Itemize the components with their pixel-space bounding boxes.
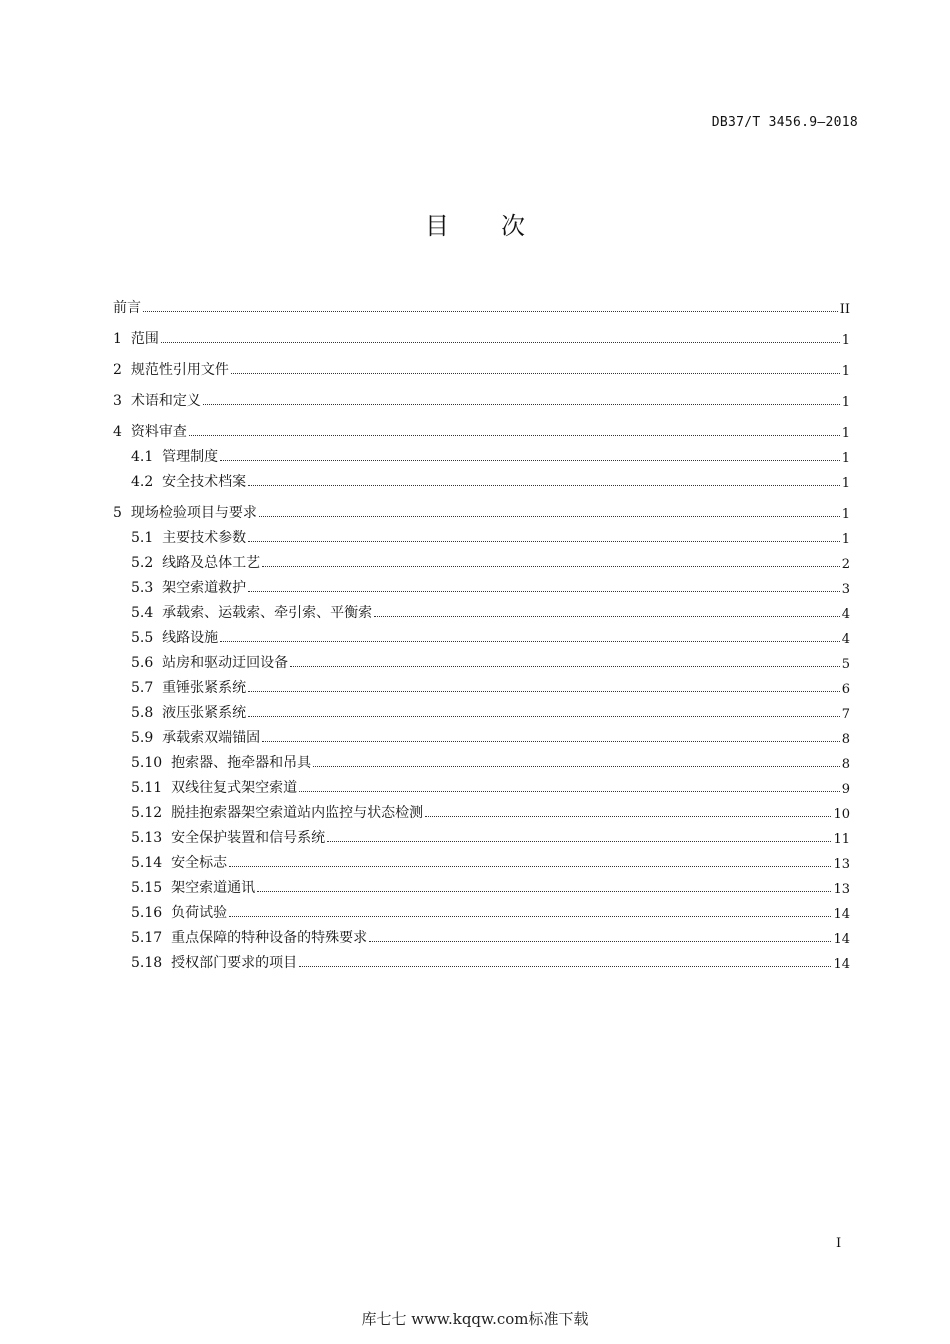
toc-entry-number: 5.13 — [131, 830, 163, 846]
toc-entry-title: 重锤张紧系统 — [162, 680, 247, 696]
toc-entry[interactable] — [113, 317, 850, 348]
page-title — [0, 206, 950, 241]
toc-entry[interactable] — [113, 872, 850, 897]
toc-entry-number: 5.18 — [131, 955, 163, 971]
toc-entry-title: 线路及总体工艺 — [162, 555, 261, 571]
toc-entry-number: 5.11 — [131, 780, 163, 796]
toc-entry-page: 14 — [833, 907, 850, 922]
toc-entry-number: 5.6 — [131, 655, 154, 671]
toc-entry[interactable] — [113, 722, 850, 747]
toc-entry-label — [131, 602, 372, 622]
dot-leader — [425, 816, 831, 817]
toc-entry-title: 脱挂抱索器架空索道站内监控与状态检测 — [171, 805, 424, 821]
toc-entry-label — [113, 359, 229, 379]
toc-entry[interactable] — [113, 410, 850, 441]
dot-leader — [262, 566, 840, 567]
toc-entry-page: 10 — [833, 807, 850, 822]
toc-entry-page: 7 — [841, 707, 850, 722]
toc-entry-number: 4.2 — [131, 474, 154, 490]
dot-leader — [248, 591, 840, 592]
toc-entry-number: 5.17 — [131, 930, 163, 946]
toc-entry-label — [131, 527, 246, 547]
toc-entry[interactable] — [113, 441, 850, 466]
toc-entry-label — [131, 952, 297, 972]
toc-entry-page: 4 — [841, 632, 850, 647]
toc-entry-page: 1 — [841, 333, 850, 348]
dot-leader — [248, 485, 840, 486]
toc-entry-title: 主要技术参数 — [162, 530, 247, 546]
dot-leader — [248, 541, 840, 542]
toc-entry-number: 5.3 — [131, 580, 154, 596]
toc-entry[interactable] — [113, 379, 850, 410]
toc-entry-page: 9 — [841, 782, 850, 797]
toc-entry[interactable] — [113, 547, 850, 572]
table-of-contents — [113, 286, 850, 972]
toc-entry[interactable] — [113, 622, 850, 647]
toc-entry-label — [131, 827, 325, 847]
document-code: DB37/T 3456.9—2018 — [711, 115, 858, 130]
toc-entry-number: 5.1 — [131, 530, 154, 546]
dot-leader — [313, 766, 840, 767]
dot-leader — [220, 641, 840, 642]
toc-entry-label — [131, 777, 297, 797]
toc-entry[interactable] — [113, 772, 850, 797]
toc-entry-title: 授权部门要求的项目 — [171, 955, 298, 971]
toc-entry[interactable] — [113, 348, 850, 379]
toc-entry-page: 8 — [841, 732, 850, 747]
dot-leader — [220, 460, 840, 461]
toc-entry-label — [113, 390, 201, 410]
toc-entry-label — [131, 627, 218, 647]
toc-entry-label — [113, 502, 257, 522]
toc-entry-label — [131, 702, 246, 722]
toc-entry-label — [131, 902, 227, 922]
dot-leader — [248, 716, 840, 717]
toc-entry-number: 4.1 — [131, 449, 154, 465]
page-number: I — [836, 1236, 842, 1251]
toc-entry[interactable] — [113, 647, 850, 672]
dot-leader — [161, 342, 840, 343]
toc-entry-label — [131, 752, 311, 772]
dot-leader — [374, 616, 840, 617]
toc-entry[interactable] — [113, 747, 850, 772]
toc-entry-number: 5.16 — [131, 905, 163, 921]
dot-leader — [369, 941, 831, 942]
toc-entry-title: 前言 — [113, 300, 141, 316]
dot-leader — [229, 916, 831, 917]
toc-entry[interactable] — [113, 466, 850, 491]
toc-entry-page: II — [839, 302, 850, 317]
toc-entry[interactable] — [113, 797, 850, 822]
dot-leader — [189, 435, 840, 436]
dot-leader — [143, 311, 838, 312]
toc-entry-title: 液压张紧系统 — [162, 705, 247, 721]
toc-entry[interactable] — [113, 286, 850, 317]
toc-entry-label — [131, 552, 260, 572]
toc-entry[interactable] — [113, 672, 850, 697]
toc-entry-title: 资料审查 — [130, 424, 187, 440]
toc-entry-label — [113, 297, 141, 317]
toc-entry-label — [131, 577, 246, 597]
toc-entry[interactable] — [113, 922, 850, 947]
dot-leader — [231, 373, 840, 374]
toc-entry-page: 8 — [841, 757, 850, 772]
dot-leader — [262, 741, 840, 742]
toc-entry-label — [131, 471, 246, 491]
toc-entry-number: 5.12 — [131, 805, 163, 821]
dot-leader — [290, 666, 840, 667]
toc-entry-label — [131, 652, 288, 672]
toc-entry-number: 5.5 — [131, 630, 154, 646]
toc-entry-label — [131, 927, 367, 947]
toc-entry-title: 线路设施 — [162, 630, 219, 646]
dot-leader — [299, 791, 840, 792]
toc-entry-title: 现场检验项目与要求 — [130, 505, 257, 521]
toc-entry-number: 4 — [113, 424, 122, 440]
toc-entry-page: 2 — [841, 557, 850, 572]
toc-entry-number: 5.2 — [131, 555, 154, 571]
toc-entry-number: 5.4 — [131, 605, 154, 621]
toc-entry-page: 3 — [841, 582, 850, 597]
title-char-1: 目 — [425, 212, 449, 240]
toc-entry-page: 1 — [841, 451, 850, 466]
toc-entry-page: 13 — [833, 857, 850, 872]
toc-entry-label — [131, 802, 423, 822]
toc-entry-page: 4 — [841, 607, 850, 622]
toc-entry-title: 术语和定义 — [130, 393, 201, 409]
dot-leader — [257, 891, 831, 892]
toc-entry-title: 站房和驱动迂回设备 — [162, 655, 289, 671]
toc-entry-title: 承载索双端锚固 — [162, 730, 261, 746]
toc-entry-number: 3 — [113, 393, 122, 409]
toc-entry-label — [131, 852, 227, 872]
toc-entry-page: 1 — [841, 426, 850, 441]
toc-entry-page: 1 — [841, 476, 850, 491]
toc-entry-label — [131, 446, 218, 466]
toc-entry-page: 14 — [833, 957, 850, 972]
toc-entry-label — [113, 328, 159, 348]
toc-entry-number: 2 — [113, 362, 122, 378]
title-char-2: 次 — [501, 212, 525, 240]
toc-entry-page: 1 — [841, 532, 850, 547]
toc-entry[interactable] — [113, 822, 850, 847]
toc-entry-number: 5.14 — [131, 855, 163, 871]
toc-entry[interactable] — [113, 947, 850, 972]
toc-entry-title: 承载索、运载索、牵引索、平衡索 — [162, 605, 373, 621]
toc-entry-title: 负荷试验 — [171, 905, 228, 921]
toc-entry-label — [131, 877, 255, 897]
toc-entry-page: 1 — [841, 395, 850, 410]
toc-entry[interactable] — [113, 847, 850, 872]
toc-entry[interactable] — [113, 697, 850, 722]
toc-entry-page: 1 — [841, 507, 850, 522]
toc-entry-title: 规范性引用文件 — [130, 362, 229, 378]
toc-entry[interactable] — [113, 597, 850, 622]
toc-entry-title: 安全标志 — [171, 855, 228, 871]
toc-entry-title: 范围 — [130, 331, 159, 347]
toc-entry-title: 安全保护装置和信号系统 — [171, 830, 326, 846]
toc-entry-number: 5.15 — [131, 880, 163, 896]
toc-entry-number: 5 — [113, 505, 122, 521]
toc-entry-number: 5.9 — [131, 730, 154, 746]
toc-entry-title: 架空索道通讯 — [171, 880, 256, 896]
toc-entry[interactable] — [113, 897, 850, 922]
toc-entry-page: 6 — [841, 682, 850, 697]
toc-entry-title: 抱索器、拖牵器和吊具 — [171, 755, 312, 771]
dot-leader — [327, 841, 831, 842]
toc-entry-label — [131, 727, 260, 747]
dot-leader — [248, 691, 840, 692]
dot-leader — [259, 516, 840, 517]
toc-entry[interactable] — [113, 491, 850, 522]
toc-entry-number: 5.7 — [131, 680, 154, 696]
toc-entry[interactable] — [113, 522, 850, 547]
footer-watermark: 库七七 www.kqqw.com标准下载 — [361, 1310, 589, 1328]
toc-entry-label — [131, 677, 246, 697]
toc-entry[interactable] — [113, 572, 850, 597]
dot-leader — [299, 966, 831, 967]
toc-entry-page: 11 — [833, 832, 850, 847]
toc-entry-page: 14 — [833, 932, 850, 947]
dot-leader — [229, 866, 831, 867]
toc-entry-title: 架空索道救护 — [162, 580, 247, 596]
toc-entry-title: 双线往复式架空索道 — [171, 780, 298, 796]
toc-entry-page: 13 — [833, 882, 850, 897]
toc-entry-title: 重点保障的特种设备的特殊要求 — [171, 930, 368, 946]
toc-entry-number: 5.10 — [131, 755, 163, 771]
toc-entry-page: 1 — [841, 364, 850, 379]
toc-entry-number: 5.8 — [131, 705, 154, 721]
toc-entry-page: 5 — [841, 657, 850, 672]
toc-entry-title: 安全技术档案 — [162, 474, 247, 490]
toc-entry-label — [113, 421, 187, 441]
dot-leader — [203, 404, 840, 405]
toc-entry-title: 管理制度 — [162, 449, 219, 465]
toc-entry-number: 1 — [113, 331, 122, 347]
